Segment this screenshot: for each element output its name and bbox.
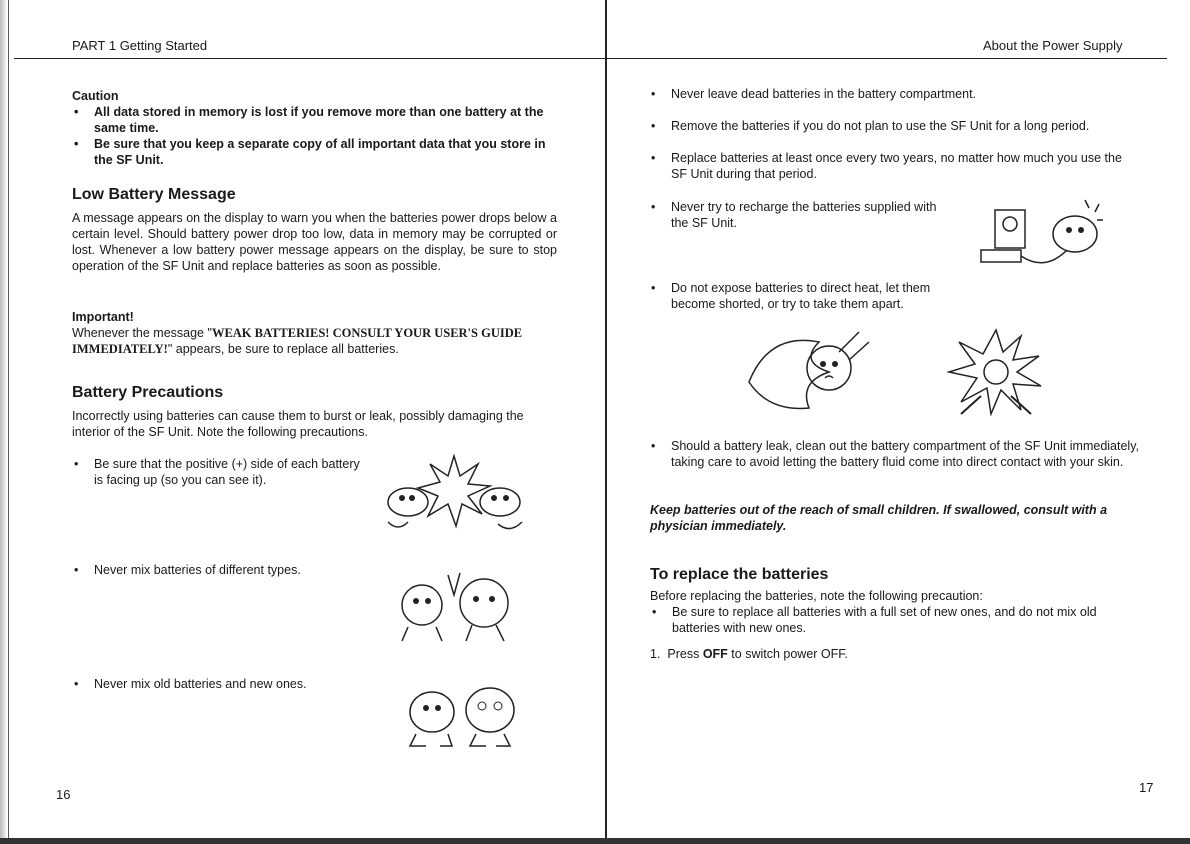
precaution-item: • Should a battery leak, clean out the battery compartment of the SF Unit immediately, taking care to avoid letting the battery fluid come into direct contact with your skin. xyxy=(649,438,1139,470)
precaution-item: • Never leave dead batteries in the battery compartment. xyxy=(649,86,1139,102)
precaution-item: • Be sure that the positive (+) side of each battery is facing up (so you can see it). xyxy=(72,456,362,488)
battery-recharge-illustration xyxy=(975,194,1111,270)
right-page xyxy=(607,0,1190,844)
low-battery-text: A message appears on the display to warn you when the batteries power drops below a certain level. Should battery power drop too low, data in memory may be corrupted or lost. Whenever a low battery power message appears on the display, be sure to stop operation of the SF Unit and replace batteries as soon as possible. xyxy=(72,211,557,273)
precaution-item: • Remove the batteries if you do not plan to use the SF Unit for a long period. xyxy=(649,118,1139,134)
child-safety-warning: Keep batteries out of the reach of small children. If swallowed, consult with a physician immediately. xyxy=(650,503,1108,533)
precautions-title: Battery Precautions xyxy=(72,384,224,401)
caution-title: Caution xyxy=(72,89,119,103)
caution-item: • All data stored in memory is lost if you remove more than one battery at the same time. xyxy=(72,104,557,136)
warning-message: WEAK BATTERIES! CONSULT YOUR USER'S GUIDE IMMEDIATELY! xyxy=(72,326,523,356)
off-key: OFF xyxy=(702,647,728,661)
precaution-item: • Do not expose batteries to direct heat, let them become shorted, or try to take them apart. xyxy=(649,280,949,312)
precaution-item: • Replace batteries at least once every two years, no matter how much you use the SF Unit during that period. xyxy=(649,150,1139,182)
left-page-number: 16 xyxy=(56,787,71,802)
battery-short-illustration xyxy=(941,326,1051,416)
battery-polarity-illustration xyxy=(378,452,530,536)
caution-item: • Be sure that you keep a separate copy of all important data that you store in the SF Unit. xyxy=(72,136,557,168)
precaution-item: • Never try to recharge the batteries supplied with the SF Unit. xyxy=(649,199,949,231)
step-1: 1. Press OFF to switch power OFF. xyxy=(650,647,849,661)
precaution-item: • Never mix batteries of different types. xyxy=(72,562,362,578)
left-header-rule xyxy=(14,58,606,59)
battery-old-new-illustration xyxy=(396,678,532,750)
replace-intro: Before replacing the batteries, note the following precaution: xyxy=(650,589,983,603)
replace-title: To replace the batteries xyxy=(650,566,829,583)
right-page-number: 17 xyxy=(1139,780,1154,795)
precautions-text: Incorrectly using batteries can cause them to burst or leak, possibly damaging the interior of the SF Unit. Note the following precautions. xyxy=(72,409,524,439)
low-battery-title: Low Battery Message xyxy=(72,186,236,203)
step-number: 1. xyxy=(650,647,661,661)
right-header: About the Power Supply xyxy=(983,38,1123,53)
replace-bullet: • Be sure to replace all batteries with a full set of new ones, and do not mix old batteries with new ones. xyxy=(650,604,1140,636)
important-text: Whenever the message "WEAK BATTERIES! CONSULT YOUR USER'S GUIDE IMMEDIATELY!" appears, be sure to replace all batteries. xyxy=(72,326,523,356)
caution-block xyxy=(72,88,557,168)
precaution-item: • Never mix old batteries and new ones. xyxy=(72,676,362,692)
right-header-rule xyxy=(607,58,1167,59)
left-header: PART 1 Getting Started xyxy=(72,38,208,53)
battery-mixed-types-illustration xyxy=(388,565,532,645)
important-block xyxy=(72,309,557,357)
important-title: Important! xyxy=(72,310,134,324)
